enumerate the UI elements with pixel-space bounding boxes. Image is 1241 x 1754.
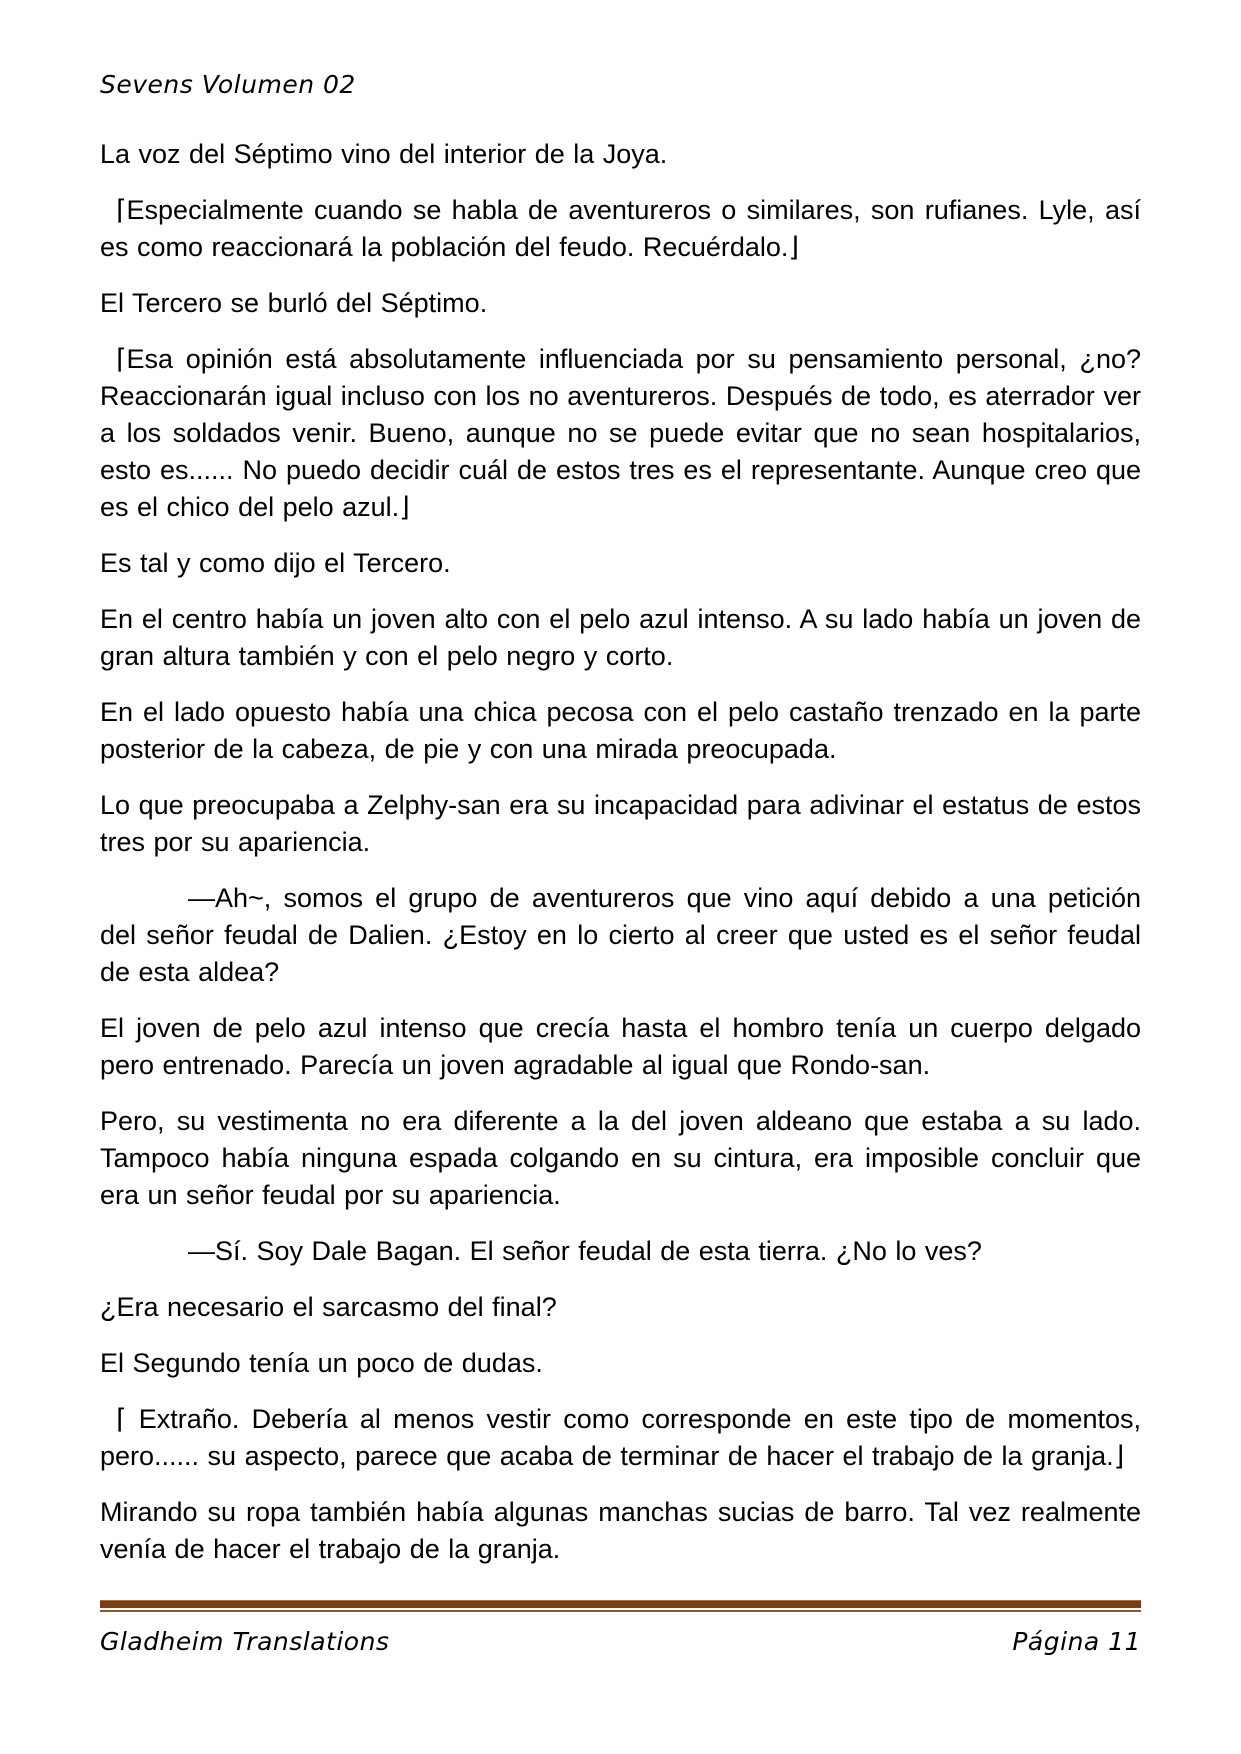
- paragraph: Es tal y como dijo el Tercero.: [100, 548, 451, 578]
- paragraph: El Tercero se burló del Séptimo.: [100, 288, 488, 318]
- paragraph-dialogue: —Ah~, somos el grupo de aventureros que vino aquí debido a una petición del señor feudal de Dalien. ¿Estoy en lo cierto al creer que usted es el señor feudal de esta aldea?: [100, 883, 1141, 987]
- paragraph: En el centro había un joven alto con el pelo azul intenso. A su lado había un joven de gran altura también y con el pelo negro y corto.: [100, 604, 1141, 671]
- paragraph-dialogue: —Sí. Soy Dale Bagan. El señor feudal de esta tierra. ¿No lo ves?: [188, 1236, 982, 1266]
- paragraph: Lo que preocupaba a Zelphy-san era su incapacidad para adivinar el estatus de estos tres por su apariencia.: [100, 790, 1141, 857]
- paragraph-quote: ⌈Especialmente cuando se habla de aventureros o similares, son rufianes. Lyle, así es como reaccionará la población del feudo. Recuérdalo.⌋: [100, 195, 1141, 262]
- footer-page-number: Página 11: [1012, 1627, 1141, 1656]
- page-body: [100, 136, 1141, 1587]
- paragraph: Mirando su ropa también había algunas manchas sucias de barro. Tal vez realmente venía de hacer el trabajo de la granja.: [100, 1497, 1141, 1564]
- footer-rule: [100, 1600, 1141, 1612]
- footer-translator-credit: Gladheim Translations: [100, 1627, 390, 1656]
- paragraph: En el lado opuesto había una chica pecosa con el pelo castaño trenzado en la parte posterior de la cabeza, de pie y con una mirada preocupada.: [100, 697, 1141, 764]
- header-title: Sevens Volumen 02: [100, 70, 356, 99]
- paragraph-quote: ⌈ Extraño. Debería al menos vestir como corresponde en este tipo de momentos, pero...... su aspecto, parece que acaba de terminar de hacer el trabajo de la granja.⌋: [100, 1404, 1141, 1471]
- paragraph: Pero, su vestimenta no era diferente a la del joven aldeano que estaba a su lado. Tampoco había ninguna espada colgando en su cintura, era imposible concluir que era un señor feudal por su apariencia.: [100, 1106, 1141, 1210]
- footer-row: [100, 1627, 1141, 1656]
- paragraph: El joven de pelo azul intenso que crecía hasta el hombro tenía un cuerpo delgado pero entrenado. Parecía un joven agradable al igual que Rondo-san.: [100, 1013, 1141, 1080]
- paragraph: La voz del Séptimo vino del interior de la Joya.: [100, 139, 668, 169]
- paragraph: ¿Era necesario el sarcasmo del final?: [100, 1292, 557, 1322]
- page-footer: [100, 1600, 1141, 1656]
- page-header: [100, 70, 356, 99]
- paragraph-quote: ⌈Esa opinión está absolutamente influenciada por su pensamiento personal, ¿no? Reaccionarán igual incluso con los no aventureros. Después de todo, es aterrador ver a los soldados venir. Bueno, aunque no se puede evitar que no sean hospitalarios, esto es...... No puedo decidir cuál de estos tres es el representante. Aunque creo que es el chico del pelo azul.⌋: [100, 344, 1141, 522]
- footer-rule-thin-line: [100, 1610, 1141, 1612]
- footer-rule-thick-band: [100, 1600, 1141, 1608]
- paragraph: El Segundo tenía un poco de dudas.: [100, 1348, 543, 1378]
